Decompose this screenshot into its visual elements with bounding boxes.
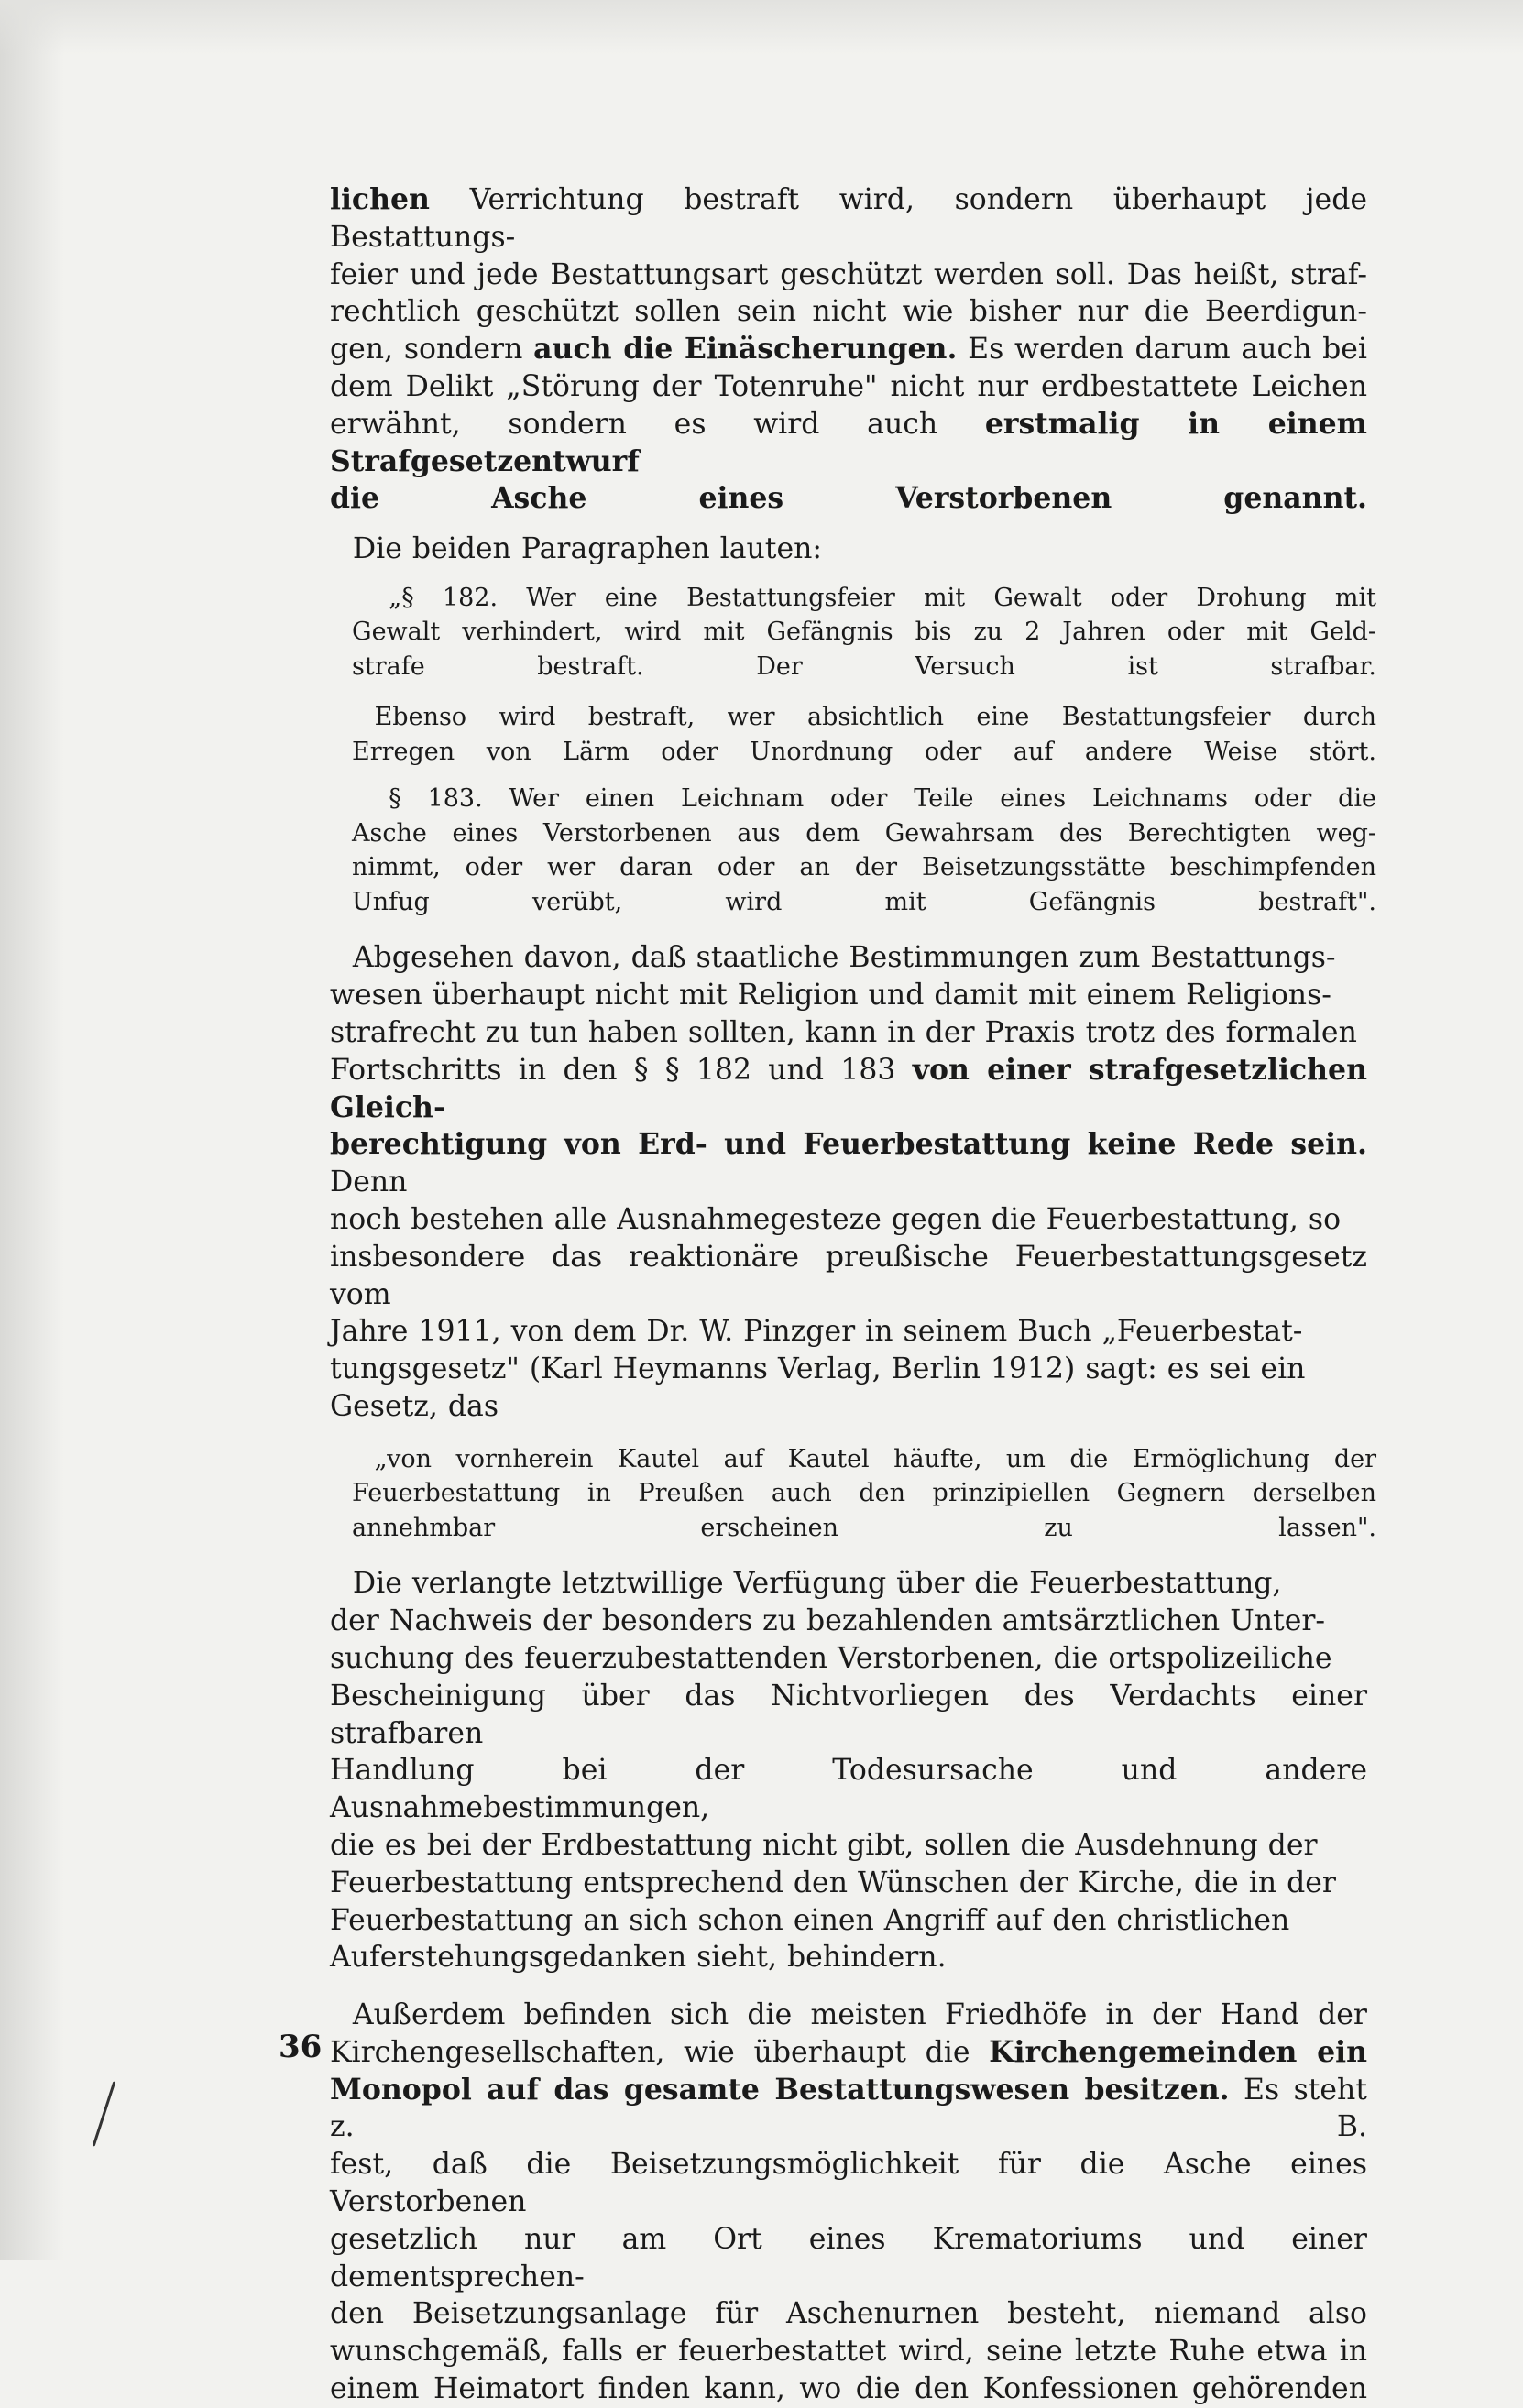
bold-text: auch die Einäscherungen. xyxy=(533,332,958,367)
page-shadow-top xyxy=(0,0,1523,55)
text-line xyxy=(330,2223,1367,2293)
page-body xyxy=(330,181,1376,2408)
text-line xyxy=(352,1514,1376,1542)
text-line xyxy=(330,1128,1367,1199)
text-line xyxy=(352,853,1376,881)
text-line xyxy=(330,1390,499,1423)
text-run: „§ 182. Wer eine Bestattungsfeier mit Gewalt oder Drohung mit xyxy=(389,583,1376,612)
text-line xyxy=(375,703,1376,731)
text-line xyxy=(352,652,1376,681)
text-run: Unfug verübt, wird mit Gefängnis bestraft". xyxy=(352,887,1376,916)
paragraph-1 xyxy=(330,181,1367,518)
text-run: gen, sondern xyxy=(330,333,534,367)
section-3 xyxy=(330,1565,1367,2408)
text-run: Außerdem befinden sich die meisten Friedhöfe in der Hand der xyxy=(352,1998,1367,2032)
text-line xyxy=(330,1642,1332,1675)
quote-paragraph-2 xyxy=(352,700,1376,769)
text-line xyxy=(330,979,1331,1012)
text-line xyxy=(352,738,1376,766)
text-run: Verrichtung bestraft wird, sondern überhaupt jede Bestattungs- xyxy=(330,183,1367,254)
section-1 xyxy=(330,181,1367,568)
text-run: den Beisetzungsanlage für Aschenurnen besteht, niemand also xyxy=(330,2297,1367,2331)
paragraph-5 xyxy=(330,1997,1367,2408)
text-line xyxy=(352,888,1376,916)
text-line xyxy=(330,1680,1367,1750)
text-line xyxy=(330,1941,947,1974)
text-run: der Nachweis der besonders zu bezahlenden amtsärztlichen Unter- xyxy=(330,1604,1326,1638)
text-line xyxy=(330,1829,1318,1862)
text-run: Ebenso wird bestraft, wer absichtlich eine Bestattungsfeier durch xyxy=(374,703,1376,732)
text-line xyxy=(330,408,1367,478)
text-run: Abgesehen davon, daß staatliche Bestimmungen zum Bestattungs- xyxy=(352,941,1336,975)
text-line xyxy=(330,1352,1305,1385)
text-run: Es steht z. B. xyxy=(330,2073,1367,2144)
text-line xyxy=(330,482,1367,515)
text-run: Gesetz, das xyxy=(330,1390,499,1424)
text-run: Erregen von Lärm oder Unordnung oder auf andere Weise stört. xyxy=(352,737,1376,766)
text-line xyxy=(353,1998,1367,2031)
text-run: Denn xyxy=(330,1166,408,1199)
bold-text: Monopol auf das gesamte Bestattungswesen besitzen. xyxy=(330,2072,1230,2107)
bold-text: die Asche eines Verstorbenen genannt. xyxy=(330,481,1367,516)
text-run: wesen überhaupt nicht mit Religion und damit mit einem Religions- xyxy=(330,979,1331,1012)
text-line xyxy=(330,2148,1367,2218)
text-line xyxy=(330,2297,1367,2330)
bold-text: lichen xyxy=(330,182,430,216)
text-line xyxy=(330,2074,1367,2144)
text-run: fest, daß die Beisetzungsmöglichkeit für die Asche eines Verstorbenen xyxy=(330,2148,1367,2219)
text-run: nimmt, oder wer daran oder an der Beisetzungsstätte beschimpfenden xyxy=(352,853,1376,882)
text-run: § 183. Wer einen Leichnam oder Teile eines Leichnams oder die xyxy=(389,784,1376,814)
bold-text: von einer strafgesetzlichen Gleich- xyxy=(330,1052,1367,1124)
text-run: noch bestehen alle Ausnahmegesteze gegen die Feuerbestattung, so xyxy=(330,1203,1342,1237)
text-run: Handlung bei der Todesursache und andere Ausnahmebestimmungen, xyxy=(330,1754,1367,1825)
text-run: tungsgesetz" (Karl Heymanns Verlag, Berlin 1912) sagt: es sei ein xyxy=(330,1352,1306,1386)
bold-text: berechtigung von Erd- und Feuerbestattung keine Rede sein. xyxy=(330,1127,1367,1162)
text-line xyxy=(353,1567,1282,1600)
text-line xyxy=(330,1241,1367,1311)
quote-paragraph-183 xyxy=(352,782,1376,919)
text-run: Gewalt verhindert, wird mit Gefängnis bis zu 2 Jahren oder mit Geld- xyxy=(352,618,1376,647)
text-run: die es bei der Erdbestattung nicht gibt, sollen die Ausdehnung der xyxy=(330,1828,1318,1862)
text-run: Jahre 1911, von dem Dr. W. Pinzger in seinem Buch „Feuerbestat- xyxy=(330,1315,1303,1349)
text-line xyxy=(353,941,1336,974)
text-run: dem Delikt „Störung der Totenruhe" nicht nur erdbestattete Leichen xyxy=(330,369,1367,403)
text-line xyxy=(330,333,1367,366)
margin-pencil-mark xyxy=(93,2081,116,2146)
text-line xyxy=(352,618,1376,646)
section-2 xyxy=(330,939,1367,1425)
text-run: Feuerbestattung in Preußen auch den prinzipiellen Gegnern derselben xyxy=(352,1479,1376,1508)
paragraph-4 xyxy=(330,1565,1367,1976)
page-shadow-left xyxy=(0,0,64,2260)
text-run: annehmbar erscheinen zu lassen". xyxy=(352,1513,1376,1542)
text-line xyxy=(330,370,1367,403)
text-line xyxy=(352,819,1376,848)
text-run: Es werden darum auch bei xyxy=(957,333,1368,367)
text-line xyxy=(330,1904,1289,1937)
text-run: Die verlangte letztwillige Verfügung über die Feuerbestattung, xyxy=(352,1567,1282,1601)
text-run: einem Heimatort finden kann, wo die den Konfessionen gehörenden xyxy=(330,2372,1367,2406)
text-line xyxy=(330,2335,1367,2368)
text-run: Feuerbestattung an sich schon einen Angriff auf den christlichen xyxy=(330,1903,1290,1937)
text-line xyxy=(330,183,1367,254)
paragraph-2 xyxy=(330,531,1367,568)
text-run: Auferstehungsgedanken sieht, behindern. xyxy=(330,1941,947,1975)
text-line xyxy=(389,784,1376,813)
block-quote-1 xyxy=(352,581,1376,920)
text-line xyxy=(330,2036,1367,2069)
block-quote-2 xyxy=(352,1442,1376,1546)
quote-paragraph-pinzger xyxy=(352,1442,1376,1546)
text-line xyxy=(330,258,1367,291)
quote-paragraph-182 xyxy=(352,581,1376,684)
text-run: Asche eines Verstorbenen aus dem Gewahrsam des Berechtigten weg- xyxy=(352,818,1376,848)
text-line xyxy=(330,295,1367,328)
text-line xyxy=(352,1479,1376,1507)
text-run: erwähnt, sondern es wird auch xyxy=(330,407,985,441)
text-line xyxy=(330,1016,1357,1049)
bold-text: Kirchengemeinden ein xyxy=(989,2034,1367,2069)
text-run: suchung des feuerzubestattenden Verstorbenen, die ortspolizeiliche xyxy=(330,1641,1332,1675)
page-number: 36 xyxy=(279,2029,323,2065)
bold-text: erstmalig in einem Strafgesetzentwurf xyxy=(330,406,1367,478)
text-run: Die beiden Paragraphen lauten: xyxy=(352,532,822,566)
text-run: strafe bestraft. Der Versuch ist strafbar. xyxy=(352,651,1376,681)
text-run: feier und jede Bestattungsart geschützt werden soll. Das heißt, straf- xyxy=(330,257,1367,291)
text-line xyxy=(389,584,1376,612)
text-run: Feuerbestattung entsprechend den Wünschen der Kirche, die in der xyxy=(330,1866,1336,1899)
text-line xyxy=(330,1754,1367,1824)
text-line xyxy=(330,1054,1367,1124)
text-line xyxy=(353,532,822,565)
text-line xyxy=(330,1866,1336,1899)
text-line xyxy=(330,2372,1367,2405)
text-run: strafrecht zu tun haben sollten, kann in der Praxis trotz des formalen xyxy=(330,1016,1357,1050)
text-line xyxy=(330,1315,1302,1348)
paragraph-3 xyxy=(330,939,1367,1425)
text-run: insbesondere das reaktionäre preußische Feuerbestattungsgesetz vom xyxy=(330,1240,1367,1311)
text-run: „von vornherein Kautel auf Kautel häufte, um die Ermöglichung der xyxy=(374,1444,1376,1473)
text-run: Fortschritts in den § § 182 und 183 xyxy=(330,1053,913,1087)
text-run: Bescheinigung über das Nichtvorliegen des Verdachts einer strafbaren xyxy=(330,1679,1367,1750)
text-line xyxy=(375,1445,1376,1473)
text-line xyxy=(330,1604,1325,1637)
text-run: rechtlich geschützt sollen sein nicht wie bisher nur die Beerdigun- xyxy=(330,295,1367,329)
text-run: gesetzlich nur am Ort eines Krematoriums und einer dementsprechen- xyxy=(330,2222,1367,2293)
text-run: Kirchengesellschaften, wie überhaupt die xyxy=(330,2035,990,2069)
text-line xyxy=(330,1203,1341,1236)
text-run: wunschgemäß, falls er feuerbestattet wird, seine letzte Ruhe etwa in xyxy=(330,2335,1367,2369)
